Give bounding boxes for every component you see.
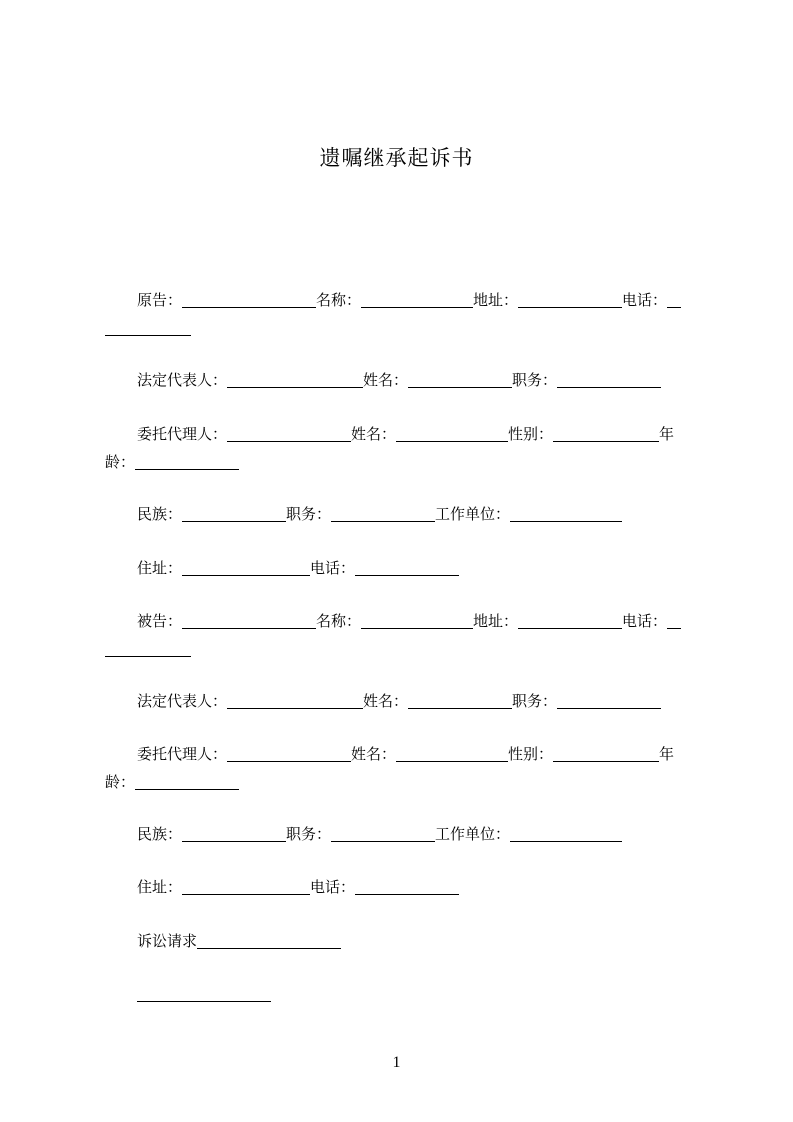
defendant-residence-phone-blank[interactable] xyxy=(355,877,459,895)
plaintiff-residence-blank[interactable] xyxy=(182,558,310,576)
defendant-residence-line xyxy=(105,873,733,901)
claims-blank[interactable] xyxy=(197,931,341,949)
plaintiff-residence-phone-label: 电话： xyxy=(310,559,356,577)
defendant-residence-phone-label: 电话： xyxy=(310,878,356,896)
plaintiff-legal-rep-name-blank[interactable] xyxy=(408,370,512,388)
plaintiff-legal-rep-blank[interactable] xyxy=(227,370,363,388)
plaintiff-gender-blank[interactable] xyxy=(553,424,659,442)
plaintiff-ethnicity-label: 民族： xyxy=(137,505,183,523)
defendant-ethnicity-blank[interactable] xyxy=(182,824,286,842)
defendant-line xyxy=(105,607,733,635)
plaintiff-legal-rep-position-blank[interactable] xyxy=(557,370,661,388)
plaintiff-agent-position-label: 职务： xyxy=(286,505,332,523)
claims-continuation-blank[interactable] xyxy=(137,984,271,1002)
defendant-address-blank[interactable] xyxy=(518,611,622,629)
document-title: 遗嘱继承起诉书 xyxy=(319,146,474,170)
defendant-age-label-2: 龄： xyxy=(105,773,136,791)
plaintiff-age-blank[interactable] xyxy=(135,452,239,470)
plaintiff-residence-line xyxy=(105,554,733,582)
plaintiff-residence-label: 住址： xyxy=(137,559,183,577)
plaintiff-age-label-2: 龄： xyxy=(105,453,136,471)
defendant-residence-label: 住址： xyxy=(137,878,183,896)
defendant-legal-rep-label: 法定代表人： xyxy=(137,692,228,710)
plaintiff-age-label-1: 年 xyxy=(659,425,675,443)
plaintiff-legal-rep-line xyxy=(105,366,733,394)
defendant-agent-line xyxy=(105,740,733,768)
defendant-agent-blank[interactable] xyxy=(227,744,351,762)
plaintiff-name-label: 名称： xyxy=(316,291,362,309)
plaintiff-address-blank[interactable] xyxy=(518,290,622,308)
plaintiff-gender-label: 性别： xyxy=(508,425,554,443)
defendant-ethnicity-line xyxy=(105,820,733,848)
defendant-phone-blank[interactable] xyxy=(667,611,681,629)
plaintiff-agent-position-blank[interactable] xyxy=(331,504,435,522)
defendant-work-unit-label: 工作单位： xyxy=(435,825,511,843)
defendant-agent-name-blank[interactable] xyxy=(396,744,508,762)
plaintiff-agent-line xyxy=(105,420,733,448)
plaintiff-name-blank[interactable] xyxy=(361,290,473,308)
plaintiff-agent-label: 委托代理人： xyxy=(137,425,228,443)
plaintiff-phone-blank-cont[interactable] xyxy=(105,318,191,336)
defendant-phone-blank-cont[interactable] xyxy=(105,639,191,657)
defendant-legal-rep-name-blank[interactable] xyxy=(408,691,512,709)
defendant-line-wrap xyxy=(105,635,701,663)
plaintiff-legal-rep-position-label: 职务： xyxy=(512,371,558,389)
plaintiff-blank[interactable] xyxy=(182,290,316,308)
plaintiff-legal-rep-name-label: 姓名： xyxy=(363,371,409,389)
defendant-agent-label: 委托代理人： xyxy=(137,745,228,763)
plaintiff-phone-label: 电话： xyxy=(622,291,668,309)
claims-line xyxy=(105,927,733,955)
defendant-agent-name-label: 姓名： xyxy=(351,745,397,763)
plaintiff-agent-name-blank[interactable] xyxy=(396,424,508,442)
defendant-name-label: 名称： xyxy=(316,612,362,630)
defendant-agent-position-label: 职务： xyxy=(286,825,332,843)
plaintiff-line-wrap xyxy=(105,314,701,342)
defendant-legal-rep-position-label: 职务： xyxy=(512,692,558,710)
defendant-name-blank[interactable] xyxy=(361,611,473,629)
claims-continuation-line xyxy=(105,980,733,1008)
defendant-blank[interactable] xyxy=(182,611,316,629)
plaintiff-work-unit-blank[interactable] xyxy=(510,504,622,522)
defendant-gender-label: 性别： xyxy=(508,745,554,763)
plaintiff-ethnicity-line xyxy=(105,500,733,528)
defendant-legal-rep-position-blank[interactable] xyxy=(557,691,661,709)
defendant-legal-rep-name-label: 姓名： xyxy=(363,692,409,710)
defendant-age-blank[interactable] xyxy=(135,772,239,790)
plaintiff-line xyxy=(105,286,733,314)
defendant-legal-rep-blank[interactable] xyxy=(227,691,363,709)
claims-label: 诉讼请求 xyxy=(137,932,198,950)
defendant-legal-rep-line xyxy=(105,687,733,715)
plaintiff-agent-blank[interactable] xyxy=(227,424,351,442)
defendant-agent-position-blank[interactable] xyxy=(331,824,435,842)
defendant-gender-blank[interactable] xyxy=(553,744,659,762)
defendant-age-label-1: 年 xyxy=(659,745,675,763)
plaintiff-address-label: 地址： xyxy=(473,291,519,309)
defendant-ethnicity-label: 民族： xyxy=(137,825,183,843)
defendant-phone-label: 电话： xyxy=(622,612,668,630)
plaintiff-age-line xyxy=(105,448,701,476)
plaintiff-work-unit-label: 工作单位： xyxy=(435,505,511,523)
defendant-work-unit-blank[interactable] xyxy=(510,824,622,842)
plaintiff-residence-phone-blank[interactable] xyxy=(355,558,459,576)
plaintiff-phone-blank[interactable] xyxy=(667,290,681,308)
plaintiff-label: 原告： xyxy=(137,291,183,309)
page-number: 1 xyxy=(392,1054,401,1071)
defendant-address-label: 地址： xyxy=(473,612,519,630)
defendant-residence-blank[interactable] xyxy=(182,877,310,895)
defendant-label: 被告： xyxy=(137,612,183,630)
plaintiff-agent-name-label: 姓名： xyxy=(351,425,397,443)
plaintiff-ethnicity-blank[interactable] xyxy=(182,504,286,522)
defendant-age-line xyxy=(105,768,701,796)
plaintiff-legal-rep-label: 法定代表人： xyxy=(137,371,228,389)
